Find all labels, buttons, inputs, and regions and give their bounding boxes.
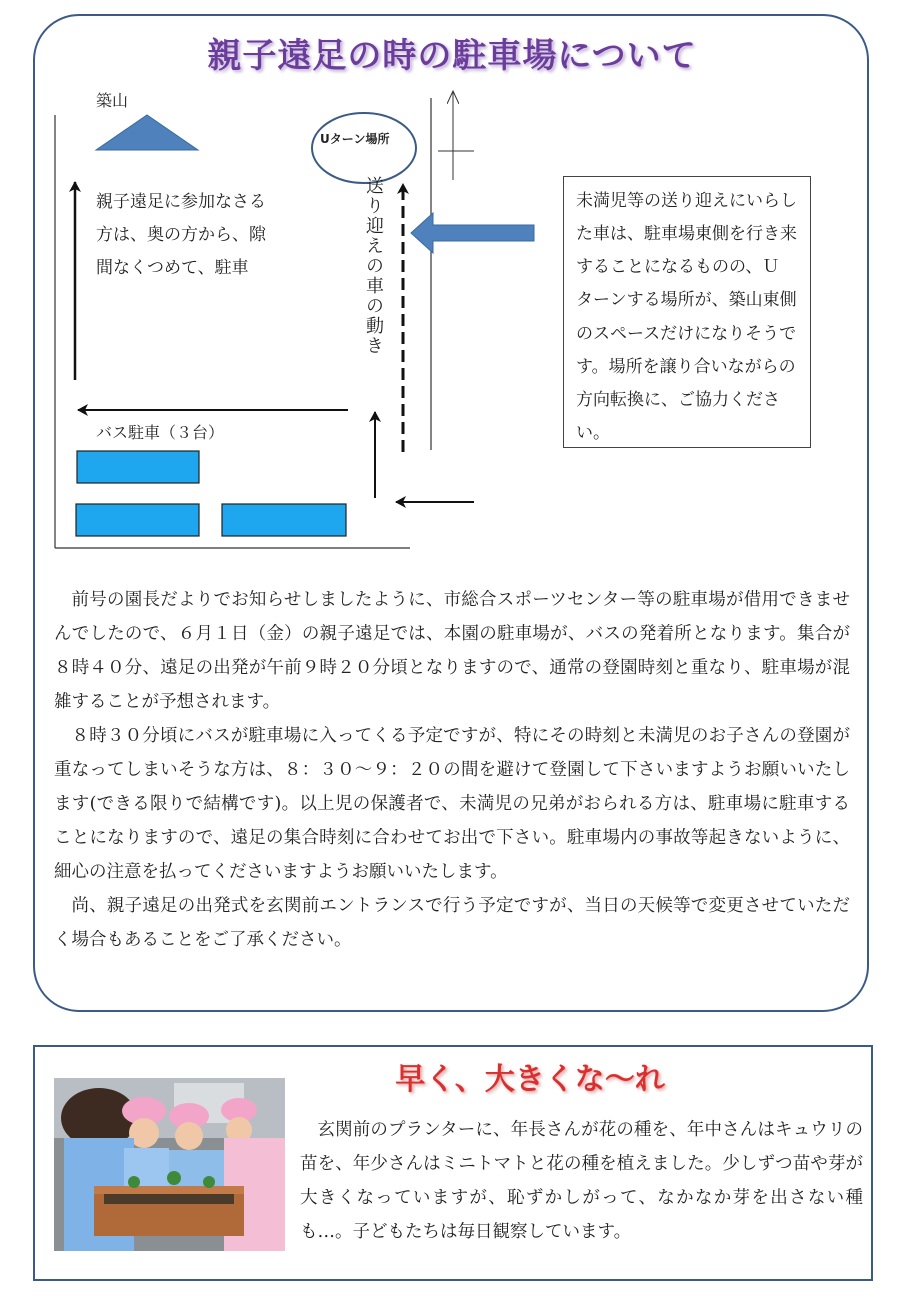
planting-body: 玄関前のプランターに、年長さんが花の種を、年中さんはキュウリの苗を、年少さんはミニトマトと花の種を植えました。少しずつ苗や芽が大きくなっていますが、恥ずかしがって、なかなか芽を出さない種も…。子どもたちは毎日観察しています。 [300,1120,863,1242]
mountain-label: 築山 [96,91,129,110]
bus-space-2 [76,504,199,536]
parking-paragraphs [54,583,850,957]
planting-title: 早く、大きくな～れ [395,1062,665,1097]
bus-spaces [76,451,346,536]
pickup-route-label: 送り迎えの車の動き [363,176,384,356]
children-planting-photo [54,1078,285,1251]
north-indicator [438,92,474,180]
blue-pointer-arrow [411,213,534,253]
parking-paragraph-3: 尚、親子遠足の出発式を玄関前エントランスで行う予定ですが、当日の天候等で変更させていただく場合もあることをご了承ください。 [54,896,850,950]
parent-parking-note: 親子遠足に参加なさる方は、奥の方から、隙間なくつめて、駐車 [96,192,266,279]
uturn-label: Uターン場所 [320,132,390,146]
parking-paragraph-1: 前号の園長だよりでお知らせしましたように、市総合スポーツセンター等の駐車場が借用できませんでしたので、６月１日（金）の親子遠足では、本園の駐車場が、バスの発着所となります。集合が８時４０分、遠足の出発が午前９時２０分頃となりますので、通常の登園時刻と重なり、駐車場が混雑することが予想されます。 [54,590,850,712]
bus-label: バス駐車（３台） [96,423,225,442]
parking-paragraph-2: ８時３０分頃にバスが駐車場に入ってくる予定ですが、特にその時刻と未満児のお子さんの登園が重なってしまいそうな方は、８：３０～９：２０の間を避けて登園して下さいますようお願いいたします(できる限りで結構です)。以上児の保護者で、未満児の兄弟がおられる方は、駐車場に駐車することになりますので、遠足の集合時刻に合わせてお出で下さい。駐車場内の事故等起きないように、細心の注意を払ってくださいますようお願いいたします。 [54,726,850,882]
mountain-shape [96,115,198,150]
parking-title: 親子遠足の時の駐車場について [207,36,697,76]
photo-illustration [54,1078,285,1251]
uturn-side-note: 未満児等の送り迎えにいらした車は、駐車場東側を行き来することになるものの、Ｕ ターンする場所が、築山東側のスペースだけになりそうです。場所を譲り合いながらの方向転換に、ご協力ください。 [563,176,811,448]
parking-map [0,0,904,600]
bus-space-3 [222,504,346,536]
bus-space-1 [77,451,199,483]
